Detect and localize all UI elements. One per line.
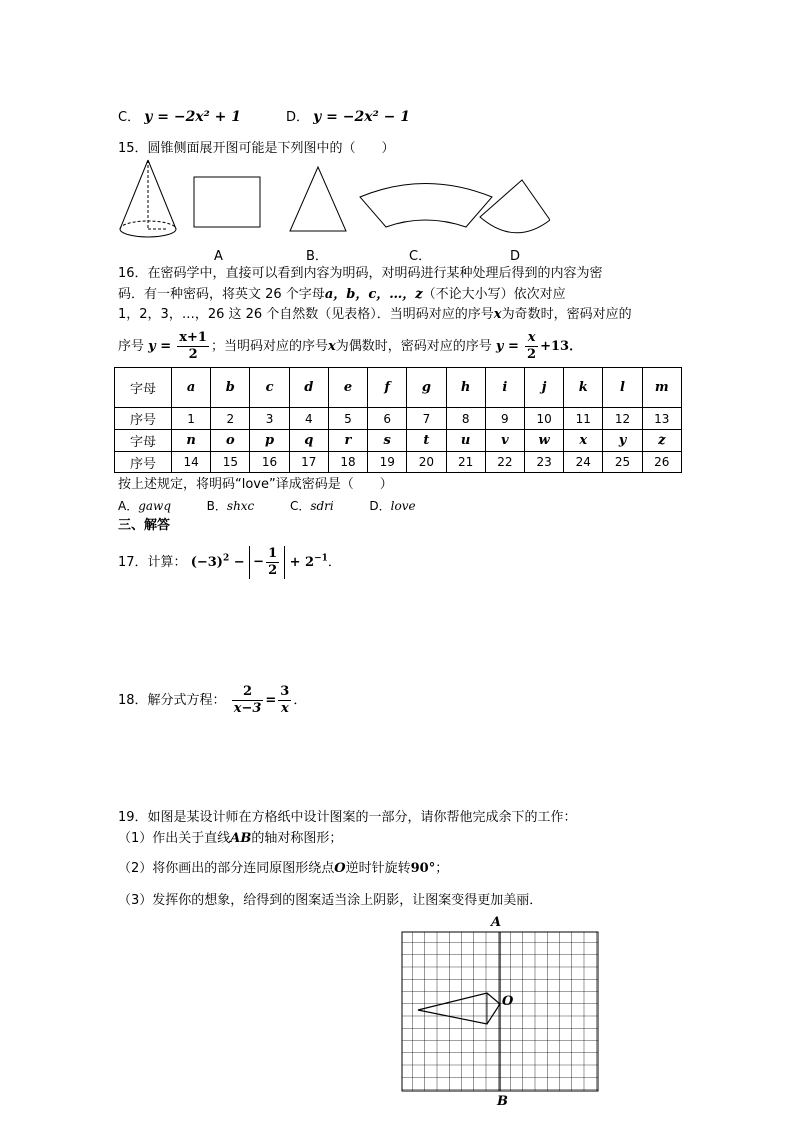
q18	[118, 684, 306, 717]
q16-option-d-value: love	[390, 499, 416, 513]
table-header-letter: 字母	[115, 368, 172, 408]
q15-label-b: B．	[306, 249, 328, 264]
q16-option-b-value: shxc	[226, 499, 255, 513]
q18-eq: =	[265, 693, 277, 708]
q16-line2-a: 码．有一种密码，将英文 26 个字母	[118, 287, 325, 302]
triangle-figure	[290, 167, 346, 231]
table-row	[115, 408, 682, 430]
table-row	[115, 452, 682, 473]
table-cell: 19	[368, 452, 407, 473]
table-cell: 16	[250, 452, 289, 473]
table-cell: s	[368, 430, 407, 452]
q16-option-a-label: A．	[118, 499, 139, 513]
table-cell: u	[446, 430, 485, 452]
q18-f2-num: 3	[280, 684, 290, 699]
q19-s1-a: （1）作出关于直线	[118, 831, 231, 846]
q18-prefix: 18．解分式方程：	[118, 693, 226, 708]
table-cell: 17	[289, 452, 328, 473]
table-cell: b	[211, 368, 250, 408]
q15-figures	[110, 155, 550, 250]
table-cell: j	[524, 368, 563, 408]
q17-expr-a: (−3)	[190, 555, 223, 570]
table-row	[115, 368, 682, 408]
q19-s2-b: 逆时针旋转	[345, 861, 411, 876]
q16-option-b-label: B．	[206, 499, 227, 513]
q17-fraction	[266, 546, 279, 579]
table-cell: y	[603, 430, 642, 452]
table-cell: t	[407, 430, 446, 452]
section-heading: 三、解答	[118, 518, 171, 533]
table-cell: 24	[564, 452, 603, 473]
table-cell: 13	[642, 408, 681, 430]
q17-expr-sup: 2	[222, 553, 230, 564]
table-cell: n	[172, 430, 211, 452]
q19-step2	[118, 860, 448, 878]
rectangle-figure	[194, 177, 260, 227]
q14-option-d-label: D．	[286, 110, 310, 125]
table-cell: h	[446, 368, 485, 408]
q18-fraction-right	[278, 684, 291, 717]
table-cell: g	[407, 368, 446, 408]
table-cell: 14	[172, 452, 211, 473]
annular-sector-figure	[360, 184, 492, 228]
q16-line4-tail: +13．	[540, 339, 583, 354]
q16-line2-vars: a，b，c，…，z	[324, 287, 423, 302]
table-cell: 7	[407, 408, 446, 430]
table-header-number: 序号	[115, 408, 172, 430]
line-label-a: A	[491, 915, 502, 930]
table-cell: e	[328, 368, 367, 408]
table-cell: d	[289, 368, 328, 408]
line-label-b: B	[497, 1094, 508, 1109]
table-cell: 20	[407, 452, 446, 473]
q16-frac2-num: x	[525, 330, 538, 347]
table-cell: o	[211, 430, 250, 452]
table-cell: 21	[446, 452, 485, 473]
q16-line3	[118, 306, 632, 324]
q17-expr-sup2: −1	[314, 553, 328, 564]
q14-option-c-expr: y = −2x² + 1	[144, 109, 242, 125]
q16-options	[118, 497, 416, 515]
q16-question: 按上述规定，将明码“love”译成密码是（ ）	[118, 477, 393, 492]
q15-text: 15．圆锥侧面展开图可能是下列图中的（ ）	[118, 141, 395, 156]
q19-s2-deg: 90°	[410, 861, 436, 876]
q16-line3-var: x	[493, 307, 502, 322]
table-header-number: 序号	[115, 452, 172, 473]
table-cell: a	[172, 368, 211, 408]
table-cell: 18	[328, 452, 367, 473]
q14-option-d	[286, 108, 410, 127]
q14-option-d-expr: y = −2x² − 1	[313, 109, 410, 125]
q19-s1-var: AB	[230, 831, 252, 846]
q16-line1: 16．在密码学中，直接可以看到内容为明码，对明码进行某种处理后得到的内容为密	[118, 266, 603, 281]
q17	[118, 546, 341, 579]
table-cell: r	[328, 430, 367, 452]
q16-frac1-den: 2	[188, 347, 198, 362]
q16-line2	[118, 286, 566, 304]
q16-line4	[118, 330, 582, 363]
q16-frac1-num: x+1	[179, 330, 207, 345]
q19-s2-var: O	[334, 861, 346, 876]
table-cell: m	[642, 368, 681, 408]
sector-figure	[480, 180, 550, 233]
q16-line4-y2: y =	[495, 339, 519, 354]
q15-label-d: D	[510, 249, 521, 264]
table-cell: 3	[250, 408, 289, 430]
q19-step3: （3）发挥你的想象，给得到的图案适当涂上阴影，让图案变得更加美丽．	[118, 893, 543, 908]
q16-line3-b: 为奇数时，密码对应的	[501, 307, 632, 322]
table-cell: 11	[564, 408, 603, 430]
cipher-table	[114, 367, 682, 473]
q16-line4-b: ；当明码对应的序号	[210, 339, 328, 354]
q16-fraction-odd	[177, 330, 209, 363]
table-cell: 8	[446, 408, 485, 430]
q14-option-c	[118, 108, 241, 127]
q17-frac-num: 1	[268, 546, 278, 561]
q15-label-a: A	[214, 249, 223, 264]
q17-tail: ．	[327, 555, 341, 570]
q17-prefix: 17．计算：	[118, 555, 187, 570]
q16-line4-c: 为偶数时，密码对应的序号	[335, 339, 492, 354]
table-cell: l	[603, 368, 642, 408]
table-cell: 10	[524, 408, 563, 430]
table-cell: i	[485, 368, 524, 408]
q18-tail: ．	[293, 693, 307, 708]
q19-s2-a: （2）将你画出的部分连同原图形绕点	[118, 861, 335, 876]
q16-option-c-value: sdri	[310, 499, 334, 513]
q16-fraction-even	[525, 330, 538, 363]
q18-fraction-left	[232, 684, 264, 717]
table-cell: 25	[603, 452, 642, 473]
table-header-letter: 字母	[115, 430, 172, 452]
q15-label-c: C．	[409, 249, 432, 264]
q18-f1-num: 2	[232, 684, 264, 701]
table-row	[115, 430, 682, 452]
q16-line4-y: y =	[148, 339, 172, 354]
q16-line3-a: 1，2，3，…，26 这 26 个自然数（见表格）．当明码对应的序号	[118, 307, 494, 322]
table-cell: q	[289, 430, 328, 452]
q14-option-c-label: C．	[118, 110, 141, 125]
table-cell: z	[642, 430, 681, 452]
q16-option-d-label: D．	[369, 499, 391, 513]
q19-s2-c: ；	[435, 861, 449, 876]
q19-line1: 19．如图是某设计师在方格纸中设计图案的一部分，请你帮他完成余下的工作：	[118, 810, 577, 825]
table-cell: 5	[328, 408, 367, 430]
q17-abs-value	[249, 546, 285, 579]
q16-option-c-label: C．	[289, 499, 311, 513]
q16-frac2-den: 2	[527, 347, 537, 362]
table-cell: p	[250, 430, 289, 452]
q16-line4-a: 序号	[118, 339, 145, 354]
table-cell: c	[250, 368, 289, 408]
point-label-o: O	[502, 994, 514, 1009]
table-cell: 4	[289, 408, 328, 430]
table-cell: 2	[211, 408, 250, 430]
table-cell: 9	[485, 408, 524, 430]
table-cell: 12	[603, 408, 642, 430]
q17-expr-c: + 2	[285, 555, 315, 570]
q19-step1	[118, 830, 342, 848]
grid-figure	[400, 930, 600, 1095]
q17-frac-den: 2	[268, 563, 278, 578]
table-cell: v	[485, 430, 524, 452]
table-cell: 22	[485, 452, 524, 473]
q17-abs-minus: −	[253, 554, 265, 570]
table-cell: 15	[211, 452, 250, 473]
table-cell: w	[524, 430, 563, 452]
table-cell: 6	[368, 408, 407, 430]
q18-f2-den: x	[280, 701, 289, 716]
table-cell: x	[564, 430, 603, 452]
q18-f1-den: x−3	[233, 701, 262, 716]
table-cell: 23	[524, 452, 563, 473]
q17-expr-b: −	[229, 555, 250, 570]
cone-figure	[120, 160, 176, 237]
q19-s1-b: 的轴对称图形；	[251, 831, 343, 846]
q16-option-a-value: gawq	[138, 499, 172, 513]
q16-line2-b: （不论大小写）依次对应	[422, 287, 566, 302]
table-cell: f	[368, 368, 407, 408]
table-cell: k	[564, 368, 603, 408]
table-cell: 1	[172, 408, 211, 430]
table-cell: 26	[642, 452, 681, 473]
q16-line4-var: x	[328, 339, 336, 354]
